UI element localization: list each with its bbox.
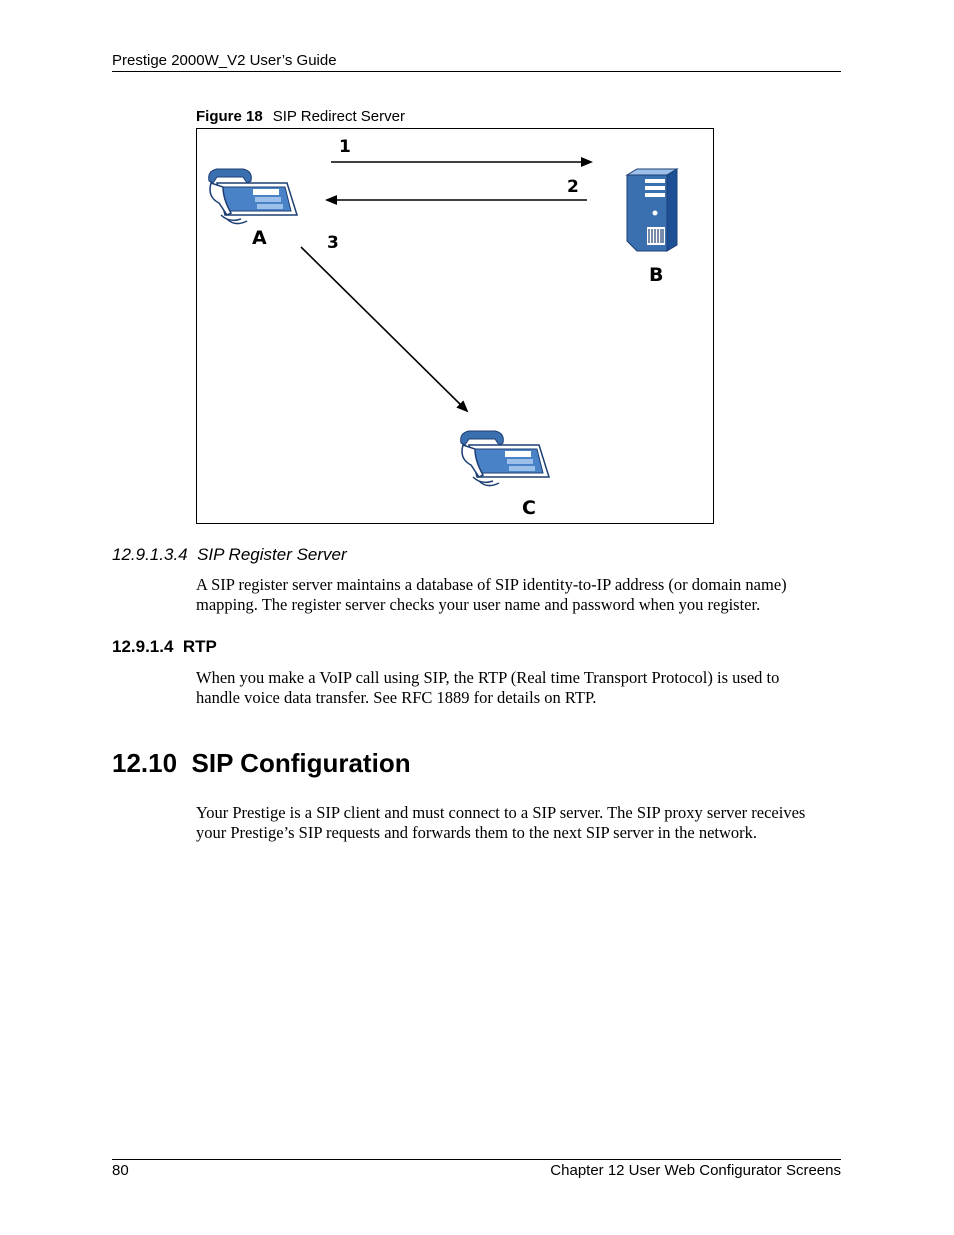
arrow-label-1: 1 xyxy=(339,137,351,157)
paragraph-line: When you make a VoIP call using SIP, the RTP (Real time Transport Protocol) is used to xyxy=(196,668,780,687)
paragraph-line: Your Prestige is a SIP client and must connect to a SIP server. The SIP proxy server receives xyxy=(196,803,806,822)
running-header-title: Prestige 2000W_V2 User’s Guide xyxy=(112,52,337,69)
sip-redirect-diagram xyxy=(197,129,713,523)
header-rule xyxy=(112,71,841,72)
paragraph-sip-configuration xyxy=(196,803,846,843)
figure-label: Figure 18 xyxy=(196,108,263,125)
figure-sip-redirect-server xyxy=(196,128,714,524)
phone-a-icon xyxy=(209,169,297,224)
paragraph-line: A SIP register server maintains a database of SIP identity-to-IP address (or domain name) xyxy=(196,575,787,594)
paragraph-rtp xyxy=(196,668,846,708)
node-label-a: A xyxy=(252,227,267,249)
heading-rtp: 12.9.1.4 RTP xyxy=(112,637,217,656)
node-label-c: C xyxy=(522,497,536,519)
arrow-label-2: 2 xyxy=(567,177,579,197)
paragraph-line: your Prestige’s SIP requests and forwards them to the next SIP server in the network. xyxy=(196,823,758,842)
footer-chapter-title: Chapter 12 User Web Configurator Screens xyxy=(550,1162,841,1179)
figure-title: SIP Redirect Server xyxy=(272,108,405,125)
heading-sip-register-server: 12.9.1.3.4 SIP Register Server xyxy=(112,545,347,564)
paragraph-sip-register-server xyxy=(196,575,846,615)
footer-rule xyxy=(112,1159,841,1160)
heading-sip-configuration: 12.10 SIP Configuration xyxy=(112,748,411,778)
arrow-3-a-to-c xyxy=(301,247,467,411)
arrow-label-3: 3 xyxy=(327,233,339,253)
node-label-b: B xyxy=(649,264,664,286)
phone-c-icon xyxy=(461,431,549,486)
figure-caption xyxy=(196,108,405,125)
server-b-icon xyxy=(627,169,677,251)
page-number: 80 xyxy=(112,1162,129,1179)
paragraph-line: mapping. The register server checks your user name and password when you register. xyxy=(196,595,761,614)
paragraph-line: handle voice data transfer. See RFC 1889 for details on RTP. xyxy=(196,688,597,707)
